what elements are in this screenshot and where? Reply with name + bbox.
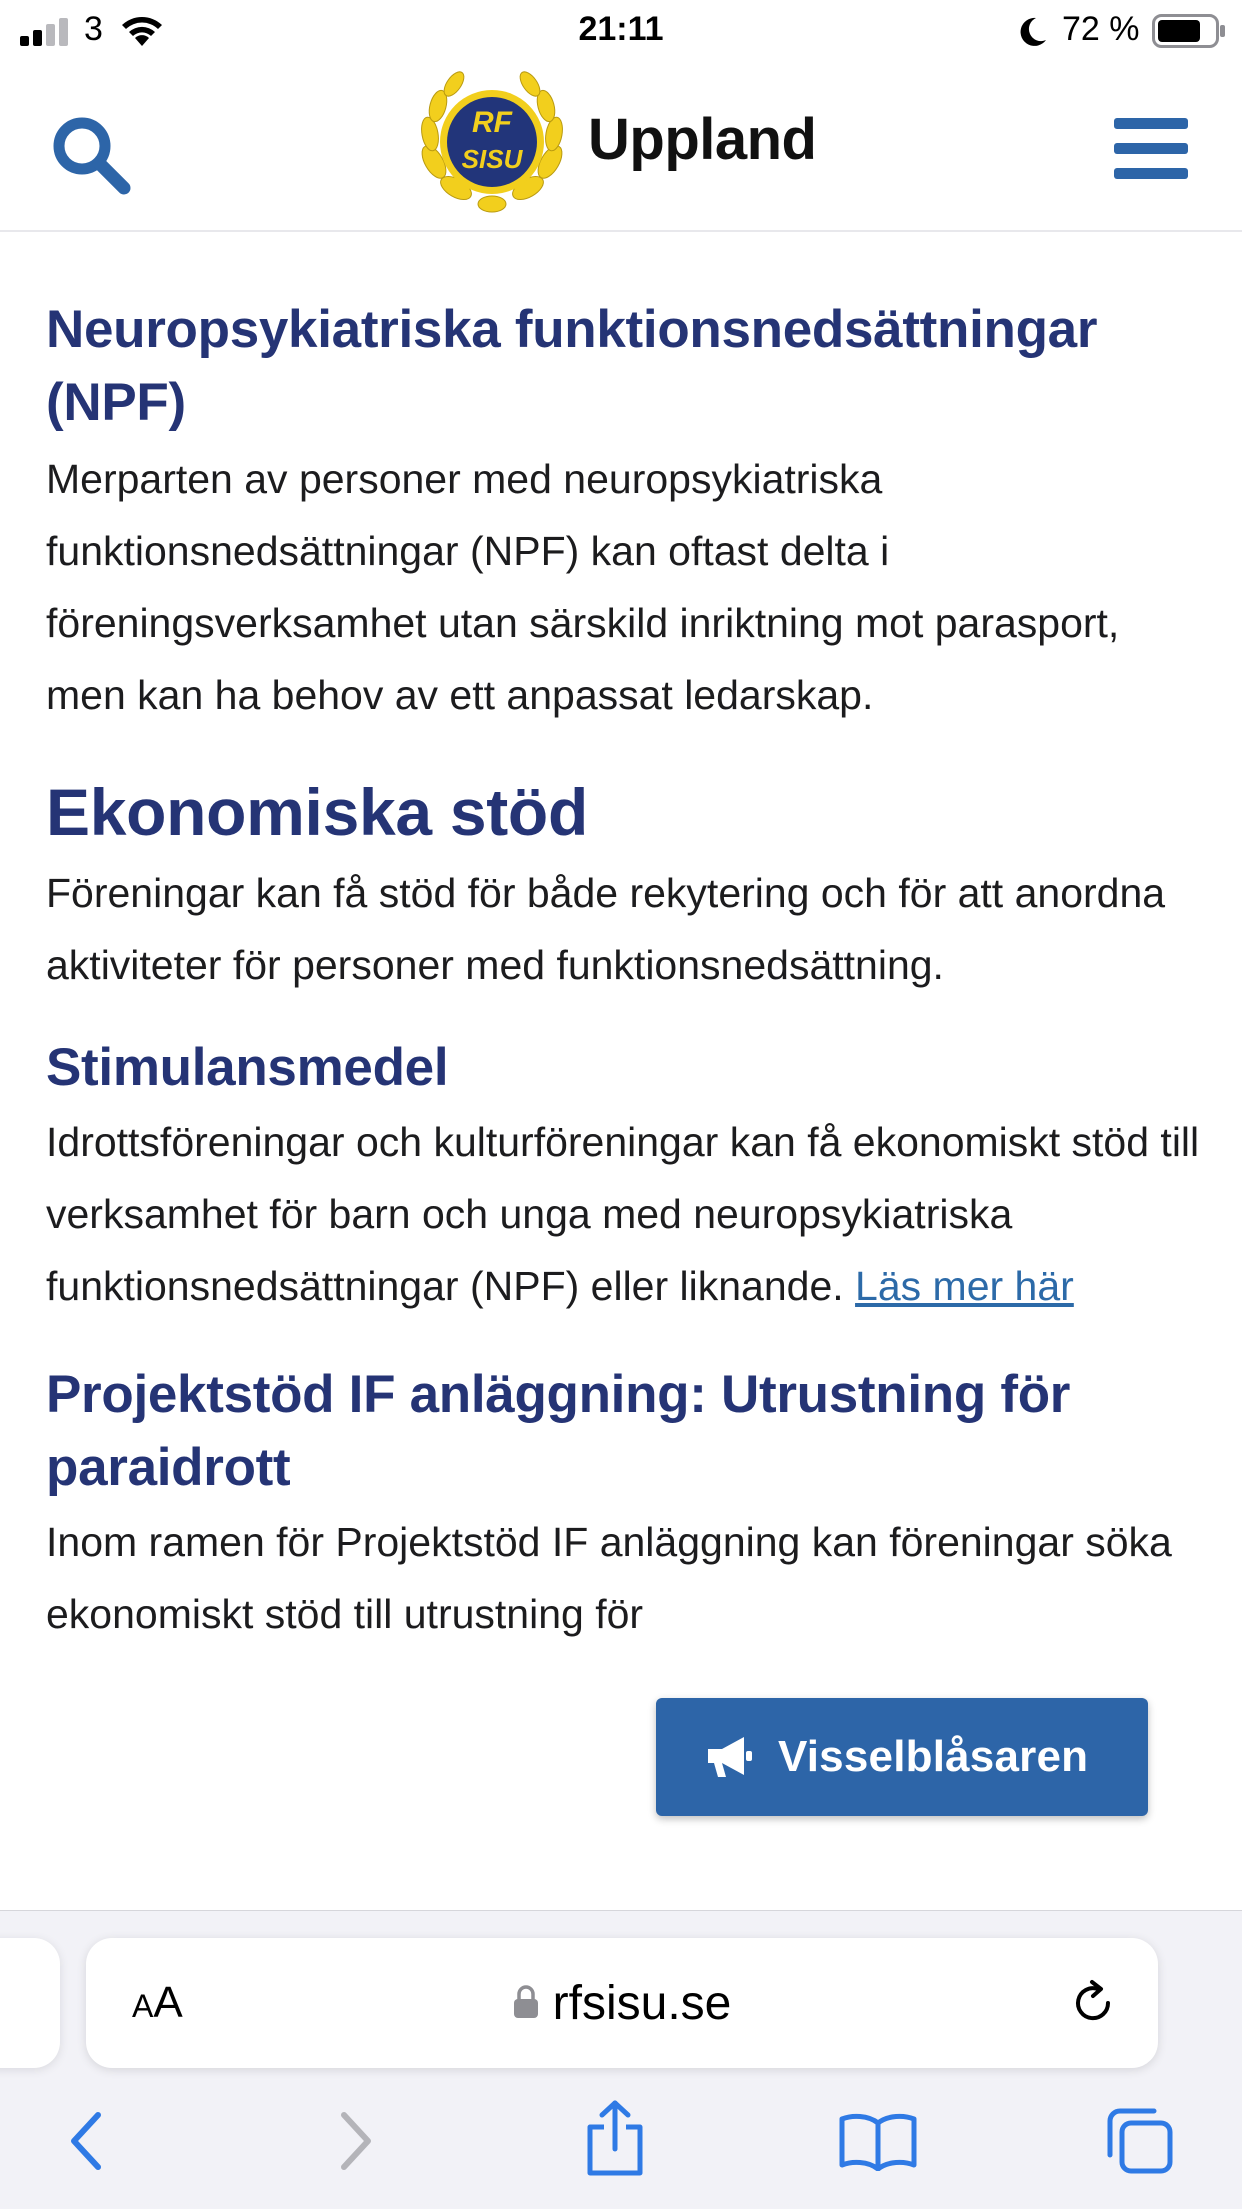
- logo-text-sisu: SISU: [461, 144, 523, 174]
- url-text: rfsisu.se: [552, 1977, 732, 2030]
- site-header: [0, 62, 1242, 232]
- carrier-label: 3: [84, 10, 103, 48]
- reload-icon[interactable]: [1068, 1978, 1118, 2028]
- economic-support-paragraph: Föreningar kan få stöd för både rekytering och för att anordna aktiviteter för personer med funktionsnedsättning.: [46, 870, 1166, 988]
- address-bar[interactable]: [86, 1938, 1158, 2068]
- battery-percent: 72 %: [1062, 10, 1140, 48]
- stimulus-text: Idrottsföreningar och kulturföreningar kan få ekonomiskt stöd till verksamhet för barn och unga med neuropsykiatriska funktionsnedsättningar (NPF) eller liknande.: [46, 1119, 1200, 1309]
- clock: 21:11: [578, 10, 664, 48]
- rf-sisu-laurel-logo: [412, 66, 572, 216]
- search-icon[interactable]: [50, 114, 132, 196]
- forward-chevron-icon[interactable]: [336, 2111, 376, 2171]
- text-size-small-a: A: [132, 1988, 154, 2024]
- project-support-heading: Projektstöd IF anläggning: Utrustning för paraidrott: [46, 1365, 1071, 1497]
- whistleblower-button[interactable]: [656, 1698, 1148, 1816]
- npf-heading: Neuropsykiatriska funktionsnedsättningar (NPF): [46, 300, 1098, 432]
- share-icon[interactable]: [584, 2099, 646, 2177]
- previous-tab-card[interactable]: [0, 1938, 60, 2068]
- status-bar: [0, 0, 1242, 62]
- megaphone-icon: [702, 1735, 754, 1779]
- read-more-link[interactable]: Läs mer här: [855, 1263, 1074, 1309]
- moon-icon: [1016, 16, 1048, 48]
- browser-toolbar: [0, 1910, 1242, 2209]
- hamburger-menu-icon[interactable]: [1114, 116, 1188, 180]
- text-size-large-a: A: [153, 1978, 183, 2027]
- tabs-icon[interactable]: [1104, 2107, 1174, 2175]
- brand-name[interactable]: Uppland: [588, 107, 817, 172]
- battery-icon: [1152, 14, 1226, 48]
- economic-support-heading: Ekonomiska stöd: [46, 775, 588, 849]
- logo-text-rf: RF: [472, 106, 512, 139]
- whistleblower-label: Visselblåsaren: [778, 1732, 1089, 1781]
- article-content: [46, 230, 1206, 1650]
- stimulus-heading: Stimulansmedel: [46, 1038, 449, 1097]
- bookmarks-icon[interactable]: [838, 2111, 918, 2171]
- site-logo[interactable]: [412, 66, 572, 216]
- back-chevron-icon[interactable]: [66, 2111, 106, 2171]
- stimulus-paragraph: [46, 1106, 1206, 1322]
- npf-paragraph: Merparten av personer med neuropsykiatriska funktionsnedsättningar (NPF) kan oftast delta i föreningsverksamhet utan särskild inriktning mot parasport, men kan ha behov av ett anpassat ledarskap.: [46, 456, 1120, 718]
- lock-icon: [513, 1985, 539, 2019]
- url-display[interactable]: [86, 1976, 1158, 2031]
- project-support-paragraph: Inom ramen för Projektstöd IF anläggning kan föreningar söka ekonomiskt stöd till utrustning för: [46, 1519, 1172, 1637]
